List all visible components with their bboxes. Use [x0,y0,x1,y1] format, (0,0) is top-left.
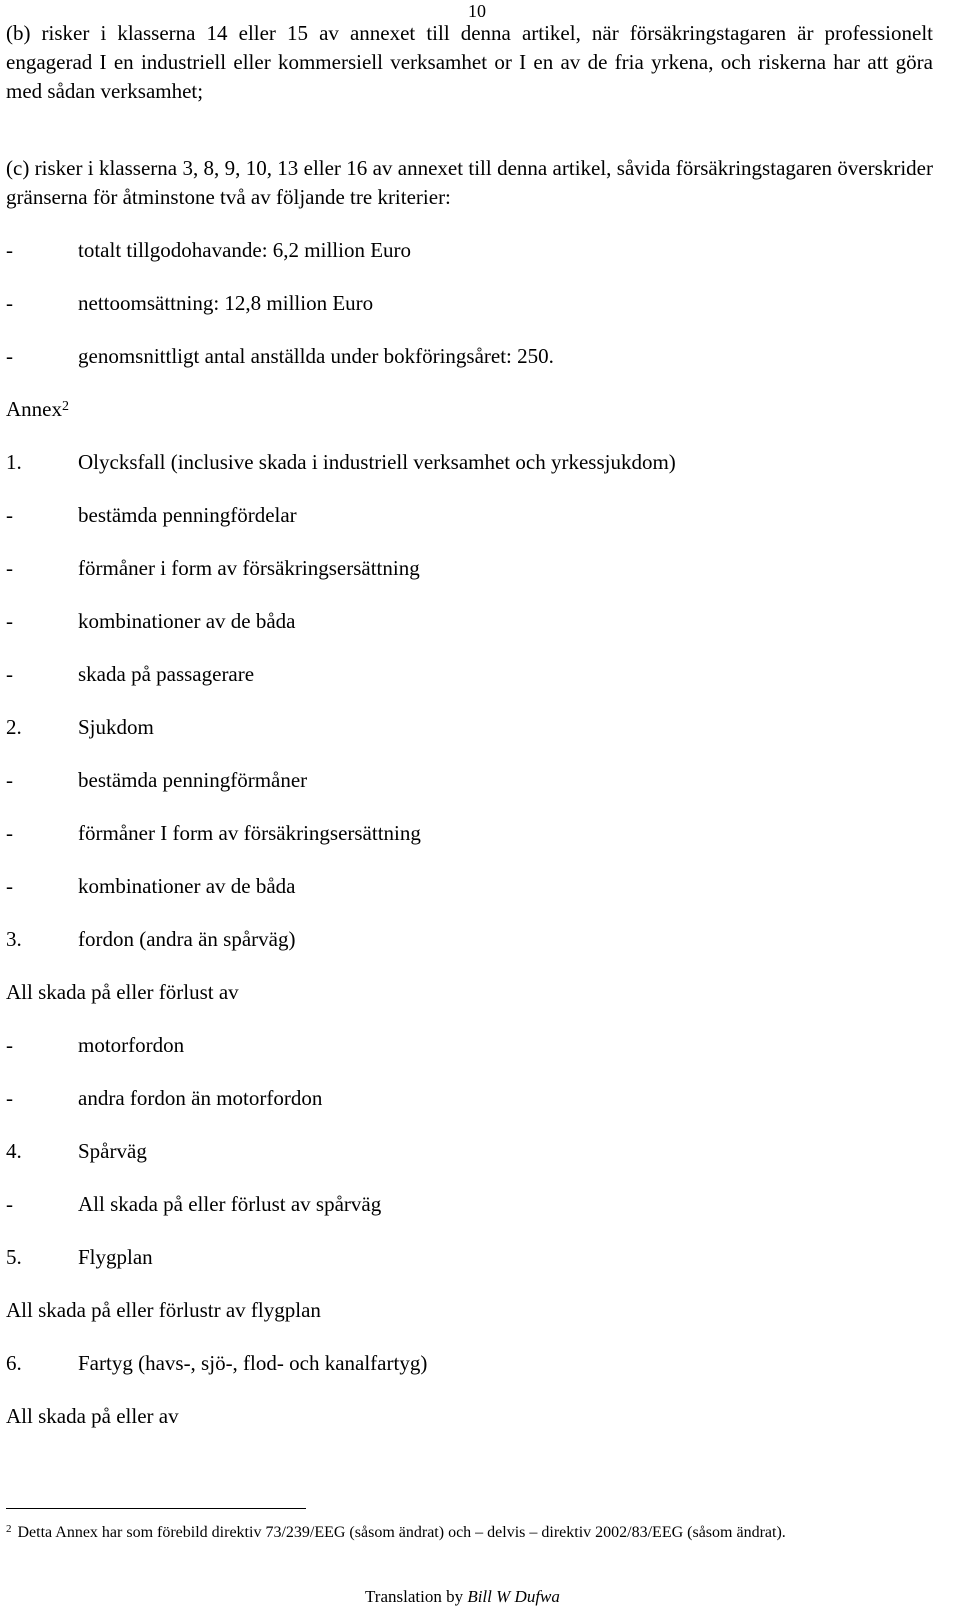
list-item-text: motorfordon [78,1033,185,1057]
list-marker: - [6,344,13,368]
item-number: 3. [6,927,22,951]
numbered-item [6,449,676,475]
item-text: Sjukdom [78,715,154,739]
item-text: Olycksfall (inclusive skada i industriell verksamhet och yrkessjukdom) [78,450,676,474]
footnote-number: 2 [6,1523,12,1535]
line-text: All skada på eller förlust av [6,980,239,1004]
list-item [6,1032,184,1058]
translation-author: Bill W Dufwa [467,1587,560,1606]
annex-heading [6,396,69,422]
list-item [6,1085,322,1111]
item-number: 6. [6,1351,22,1375]
item-text: Flygplan [78,1245,153,1269]
item-text: Fartyg (havs-, sjö-, flod- och kanalfartyg) [78,1351,428,1375]
list-marker: - [6,238,13,262]
numbered-item [6,1138,147,1164]
numbered-item [6,1244,153,1270]
list-item-text: genomsnittligt antal anställda under bokföringsåret: 250. [78,344,554,368]
list-item-text: bestämda penningfördelar [78,503,297,527]
footnote-divider [6,1508,306,1509]
list-item [6,237,411,263]
item-text: Spårväg [78,1139,147,1163]
list-item-text: nettoomsättning: 12,8 million Euro [78,291,374,315]
list-marker: - [6,821,13,845]
page-number: 10 [468,1,486,21]
item-number: 5. [6,1245,22,1269]
numbered-item [6,926,296,952]
list-item [6,661,254,687]
list-item [6,502,297,528]
plain-line [6,979,239,1005]
list-marker: - [6,1192,13,1216]
list-item-text: förmåner I form av försäkringsersättning [78,821,421,845]
paragraph-c: (c) risker i klasserna 3, 8, 9, 10, 13 eller 16 av annexet till denna artikel, såvida försäkringstagaren överskrider gränserna för åtminstone två av följande tre kriterier: [6,156,933,209]
plain-line [6,1403,179,1429]
list-marker: - [6,1086,13,1110]
list-marker: - [6,768,13,792]
list-marker: - [6,874,13,898]
list-item-text: andra fordon än motorfordon [78,1086,323,1110]
list-item [6,1191,381,1217]
list-item-text: bestämda penningförmåner [78,768,308,792]
numbered-item [6,714,154,740]
list-item [6,820,421,846]
list-item-text: kombinationer av de båda [78,609,296,633]
list-item [6,290,373,316]
list-item-text: förmåner i form av försäkringsersättning [78,556,420,580]
translation-credit [365,1587,560,1607]
list-marker: - [6,1033,13,1057]
list-item [6,873,296,899]
list-marker: - [6,662,13,686]
list-item [6,555,420,581]
list-item-text: kombinationer av de båda [78,874,296,898]
list-marker: - [6,556,13,580]
list-marker: - [6,503,13,527]
list-marker: - [6,291,13,315]
footnote [6,1523,786,1543]
item-text: fordon (andra än spårväg) [78,927,296,951]
list-marker: - [6,609,13,633]
item-number: 1. [6,450,22,474]
item-number: 4. [6,1139,22,1163]
footnote-ref: 2 [62,399,69,414]
list-item [6,767,307,793]
list-item-text: All skada på eller förlust av spårväg [78,1192,382,1216]
item-number: 2. [6,715,22,739]
list-item-text: skada på passagerare [78,662,255,686]
numbered-item [6,1350,427,1376]
paragraph-b: (b) risker i klasserna 14 eller 15 av annexet till denna artikel, när försäkringstagaren är professionelt engagerad I en industriell eller kommersiell verksamhet or I en av de fria yrkena, och riskerna har att göra med sådan verksamhet; [6,21,933,103]
annex-title: Annex [6,397,62,421]
line-text: All skada på eller förlustr av flygplan [6,1298,321,1322]
footnote-text: Detta Annex har som förebild direktiv 73/239/EEG (såsom ändrat) och – delvis – direktiv 2002/83/EEG (såsom ändrat). [17,1524,786,1541]
plain-line [6,1297,321,1323]
list-item-text: totalt tillgodohavande: 6,2 million Euro [78,238,412,262]
line-text: All skada på eller av [6,1404,179,1428]
list-item [6,608,296,634]
translation-prefix: Translation by [365,1587,464,1606]
list-item [6,343,554,369]
